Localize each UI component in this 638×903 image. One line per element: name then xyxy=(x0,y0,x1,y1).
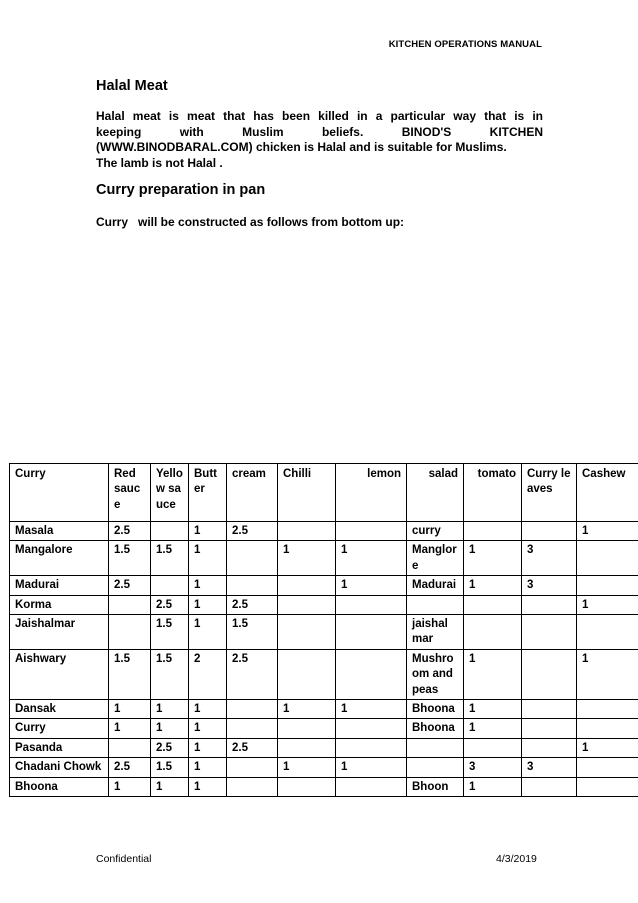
table-cell: 1 xyxy=(189,522,227,541)
table-cell: 1 xyxy=(336,541,407,576)
table-cell xyxy=(522,719,577,738)
column-header-chilli: Chilli xyxy=(278,464,336,522)
table-cell: 1 xyxy=(189,615,227,650)
table-cell xyxy=(336,595,407,614)
curry-name-cell: Madurai xyxy=(10,576,109,595)
table-cell xyxy=(227,758,278,777)
curry-name-cell: Korma xyxy=(10,595,109,614)
table-cell xyxy=(407,758,464,777)
table-cell xyxy=(522,615,577,650)
curry-name-cell: Masala xyxy=(10,522,109,541)
table-cell: 1 xyxy=(577,522,638,541)
table-cell: 1 xyxy=(577,649,638,699)
table-cell: 1 xyxy=(336,758,407,777)
table-cell: Manglore xyxy=(407,541,464,576)
table-row xyxy=(10,758,638,777)
table-cell xyxy=(278,649,336,699)
table-cell xyxy=(278,719,336,738)
table-cell: 2.5 xyxy=(227,649,278,699)
table-row xyxy=(10,541,638,576)
paragraph-line: keeping with Muslim beliefs. BINOD'S KITCHEN xyxy=(96,124,543,139)
table-cell xyxy=(336,649,407,699)
column-header-butter: Butter xyxy=(189,464,227,522)
running-header: KITCHEN OPERATIONS MANUAL xyxy=(388,39,542,50)
table-cell xyxy=(522,738,577,757)
table-cell xyxy=(522,649,577,699)
table-cell xyxy=(577,615,638,650)
curry-intro-text: Curry will be constructed as follows from bottom up: xyxy=(96,215,405,229)
table-row xyxy=(10,522,638,541)
table-cell xyxy=(464,738,522,757)
table-header-row xyxy=(10,464,638,522)
column-header-yellow-sauce: Yellow sauce xyxy=(151,464,189,522)
table-cell xyxy=(109,595,151,614)
table-cell xyxy=(464,615,522,650)
table-cell xyxy=(278,738,336,757)
table-row xyxy=(10,649,638,699)
table-cell xyxy=(577,758,638,777)
table-cell xyxy=(577,719,638,738)
column-header-curry-leaves: Curry leaves xyxy=(522,464,577,522)
table-cell: 1 xyxy=(189,738,227,757)
table-cell: jaishalmar xyxy=(407,615,464,650)
table-cell: 1.5 xyxy=(109,649,151,699)
table-cell: 1 xyxy=(464,649,522,699)
table-cell xyxy=(577,777,638,796)
paragraph-line: The lamb is not Halal . xyxy=(96,155,223,170)
table-cell: 1 xyxy=(189,595,227,614)
table-cell: 1 xyxy=(151,719,189,738)
table-cell: 1.5 xyxy=(151,541,189,576)
curry-name-cell: Aishwary xyxy=(10,649,109,699)
table-cell: 2.5 xyxy=(151,595,189,614)
table-cell: 1 xyxy=(189,576,227,595)
column-header-salad: salad xyxy=(407,464,464,522)
table-cell: 1 xyxy=(189,541,227,576)
table-cell: 1 xyxy=(278,541,336,576)
table-cell: Mushroom and peas xyxy=(407,649,464,699)
table-row xyxy=(10,700,638,719)
table-cell: 2 xyxy=(189,649,227,699)
footer-date: 4/3/2019 xyxy=(496,853,537,865)
table-cell xyxy=(522,595,577,614)
column-header-cream: cream xyxy=(227,464,278,522)
table-cell: 1 xyxy=(336,576,407,595)
table-cell: 1 xyxy=(189,758,227,777)
table-row xyxy=(10,595,638,614)
table-cell: 1.5 xyxy=(151,758,189,777)
table-cell xyxy=(336,719,407,738)
halal-paragraph xyxy=(96,109,543,171)
table-cell: 1 xyxy=(577,595,638,614)
table-cell xyxy=(522,700,577,719)
table-cell xyxy=(577,541,638,576)
paragraph-line: Halal meat is meat that has been killed in a particular way that is in xyxy=(96,109,543,123)
table-cell xyxy=(109,615,151,650)
table-cell xyxy=(278,595,336,614)
table-cell: 1 xyxy=(109,777,151,796)
curry-name-cell: Dansak xyxy=(10,700,109,719)
column-header-cashew: Cashew xyxy=(577,464,638,522)
table-cell: 1 xyxy=(464,576,522,595)
table-cell: Bhoona xyxy=(407,700,464,719)
curry-name-cell: Jaishalmar xyxy=(10,615,109,650)
curry-name-cell: Chadani Chowk xyxy=(10,758,109,777)
table-cell: Bhoona xyxy=(407,719,464,738)
table-cell xyxy=(336,777,407,796)
table-cell: 1.5 xyxy=(109,541,151,576)
table-cell xyxy=(407,595,464,614)
table-row xyxy=(10,719,638,738)
table-row xyxy=(10,777,638,796)
table-cell: 1 xyxy=(464,541,522,576)
table-cell: 1 xyxy=(151,700,189,719)
column-header-curry: Curry xyxy=(10,464,109,522)
table-cell: 3 xyxy=(522,541,577,576)
table-cell: 1 xyxy=(109,719,151,738)
table-cell xyxy=(227,541,278,576)
table-cell: curry xyxy=(407,522,464,541)
table-cell xyxy=(278,522,336,541)
column-header-red-sauce: Red sauce xyxy=(109,464,151,522)
section-heading-curry-preparation: Curry preparation in pan xyxy=(96,182,266,198)
table-cell: 1 xyxy=(577,738,638,757)
table-cell xyxy=(278,615,336,650)
table-cell xyxy=(464,595,522,614)
table-cell: 2.5 xyxy=(227,595,278,614)
table-cell xyxy=(278,576,336,595)
curry-name-cell: Pasanda xyxy=(10,738,109,757)
table-cell: 1 xyxy=(151,777,189,796)
table-cell: 2.5 xyxy=(227,522,278,541)
table-cell xyxy=(522,522,577,541)
table-cell: 1 xyxy=(464,719,522,738)
table-cell: 3 xyxy=(464,758,522,777)
table-cell xyxy=(109,738,151,757)
table-cell: 1 xyxy=(278,700,336,719)
curry-recipe-table xyxy=(9,463,638,797)
curry-name-cell: Mangalore xyxy=(10,541,109,576)
table-cell: 1 xyxy=(278,758,336,777)
table-cell xyxy=(227,719,278,738)
table-cell xyxy=(227,576,278,595)
table-cell xyxy=(407,738,464,757)
table-cell: 1.5 xyxy=(151,615,189,650)
column-header-tomato: tomato xyxy=(464,464,522,522)
table-cell: 1 xyxy=(109,700,151,719)
paragraph-line: (WWW.BINODBARAL.COM) chicken is Halal and is suitable for Muslims. xyxy=(96,140,507,154)
table-cell: 1 xyxy=(189,719,227,738)
table-cell: Bhoon xyxy=(407,777,464,796)
table-cell xyxy=(278,777,336,796)
table-cell: 1 xyxy=(464,700,522,719)
table-cell xyxy=(336,738,407,757)
table-row xyxy=(10,615,638,650)
table-cell: 2.5 xyxy=(109,758,151,777)
table-cell: 1 xyxy=(189,700,227,719)
table-cell xyxy=(151,522,189,541)
table-cell: 1.5 xyxy=(227,615,278,650)
table-cell: 2.5 xyxy=(151,738,189,757)
table-cell: 3 xyxy=(522,576,577,595)
table-cell xyxy=(227,700,278,719)
table-cell xyxy=(522,777,577,796)
footer-confidential: Confidential xyxy=(96,853,152,865)
table-cell xyxy=(464,522,522,541)
table-cell xyxy=(577,576,638,595)
table-cell: 2.5 xyxy=(227,738,278,757)
table-cell xyxy=(577,700,638,719)
table-cell: 3 xyxy=(522,758,577,777)
table-row xyxy=(10,576,638,595)
curry-name-cell: Bhoona xyxy=(10,777,109,796)
curry-name-cell: Curry xyxy=(10,719,109,738)
table-cell: 1 xyxy=(189,777,227,796)
table-cell: 1 xyxy=(336,700,407,719)
table-row xyxy=(10,738,638,757)
table-cell xyxy=(336,615,407,650)
table-cell xyxy=(151,576,189,595)
table-cell: Madurai xyxy=(407,576,464,595)
table-cell: 1 xyxy=(464,777,522,796)
column-header-lemon: lemon xyxy=(336,464,407,522)
table-cell: 2.5 xyxy=(109,522,151,541)
table-cell xyxy=(227,777,278,796)
section-heading-halal-meat: Halal Meat xyxy=(96,78,168,94)
table-cell xyxy=(336,522,407,541)
table-body xyxy=(10,464,638,797)
table-cell: 2.5 xyxy=(109,576,151,595)
table-cell: 1.5 xyxy=(151,649,189,699)
